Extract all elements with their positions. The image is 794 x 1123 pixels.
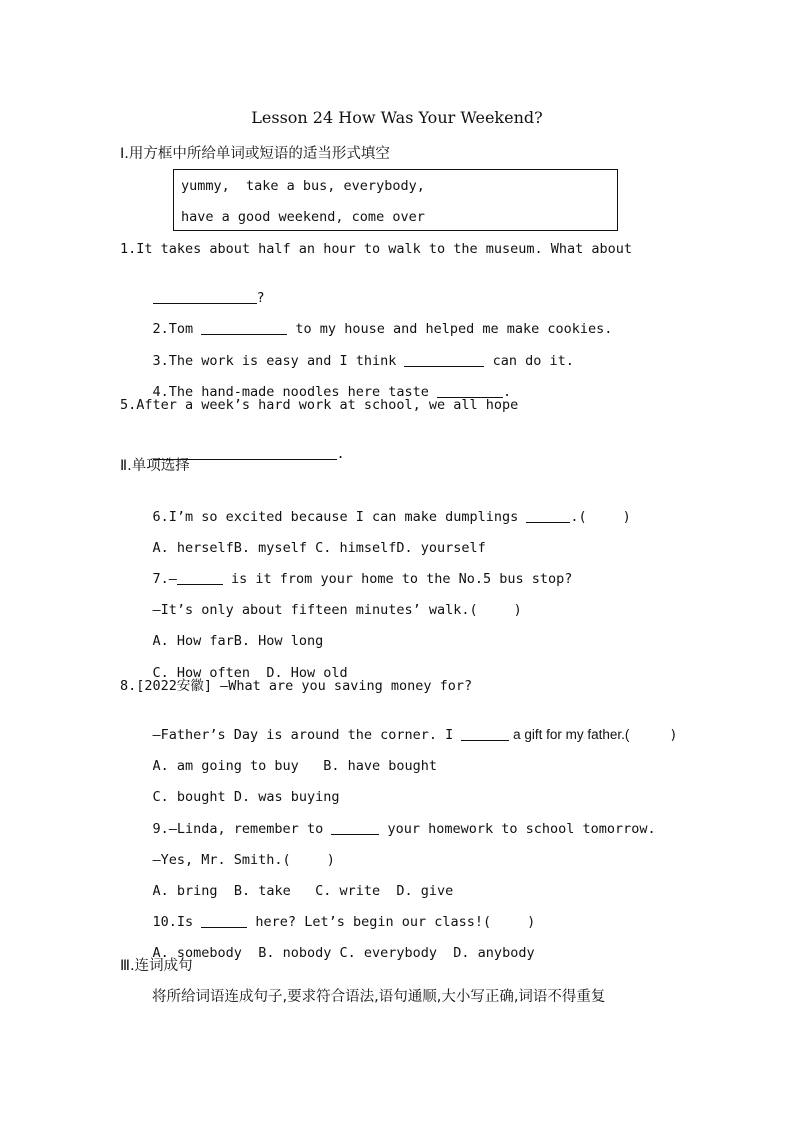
- section-2-heading: Ⅱ.单项选择: [120, 458, 190, 474]
- option-a[interactable]: A. How far: [152, 633, 234, 649]
- option-a[interactable]: A. herself: [152, 540, 234, 556]
- option-d[interactable]: D. anybody: [453, 945, 535, 961]
- option-c[interactable]: C. write: [315, 883, 381, 899]
- question-3-end: can do it.: [484, 353, 574, 369]
- question-5-text: 5.After a week’s hard work at school, we all hope: [120, 397, 519, 413]
- option-b[interactable]: B. How long: [233, 633, 324, 649]
- option-d[interactable]: D. yourself: [396, 540, 486, 556]
- answer-blank[interactable]: [201, 320, 287, 335]
- option-d[interactable]: D. give: [396, 883, 454, 899]
- option-b[interactable]: B. have bought: [323, 758, 438, 774]
- option-b[interactable]: B. nobody: [258, 945, 332, 961]
- option-a[interactable]: A. am going to buy: [152, 758, 299, 774]
- question-6-stem-start: 6.I’m so excited because I can make dumplings: [152, 509, 527, 525]
- option-d[interactable]: D. was buying: [233, 789, 340, 805]
- answer-blank[interactable]: [526, 508, 570, 523]
- question-8-reply-end: a gift for my father.(: [509, 727, 630, 742]
- question-9-paren-close: ): [326, 852, 335, 868]
- answer-blank[interactable]: [331, 820, 379, 835]
- section-3-instruction: 将所给词语连成句子,要求符合语法,语句通顺,大小写正确,词语不得重复: [152, 989, 606, 1005]
- word-bank-box: [173, 169, 618, 231]
- question-7-paren-close: ): [513, 602, 522, 618]
- question-9-reply-text: —Yes, Mr. Smith.(: [152, 852, 291, 868]
- page-title: Lesson 24 How Was Your Weekend?: [251, 108, 543, 127]
- question-4-end: .: [503, 384, 512, 400]
- question-10-stem-end: here? Let’s begin our class!(: [247, 914, 492, 930]
- question-1-text: 1.It takes about half an hour to walk to the museum. What about: [120, 241, 633, 257]
- question-10-paren-close: ): [527, 914, 536, 930]
- question-7-reply-text: —It’s only about fifteen minutes’ walk.(: [152, 602, 478, 618]
- question-1-end: ?: [256, 290, 265, 306]
- question-8-paren-close: ): [669, 727, 678, 743]
- question-8-stem: 8.[2022安徽] —What are you saving money for?: [120, 678, 473, 694]
- question-6-paren-close: ): [622, 509, 631, 525]
- section-3-heading: Ⅲ.连词成句: [120, 958, 193, 974]
- question-6-paren-open: .(: [570, 509, 587, 525]
- question-10-stem-start: 10.Is: [152, 914, 202, 930]
- option-c[interactable]: C. bought: [152, 789, 226, 805]
- question-2-start: 2.Tom: [152, 321, 202, 337]
- option-b[interactable]: B. take: [233, 883, 291, 899]
- question-7-stem-start: 7.—: [152, 571, 177, 587]
- question-5-end: .: [336, 446, 345, 462]
- option-a[interactable]: A. somebody: [152, 945, 242, 961]
- question-9-stem-start: 9.—Linda, remember to: [152, 821, 332, 837]
- question-2-end: to my house and helped me make cookies.: [287, 321, 613, 337]
- option-a[interactable]: A. bring: [152, 883, 218, 899]
- question-4-start: 4.The hand-made noodles here taste: [152, 384, 437, 400]
- question-8-reply-start: —Father’s Day is around the corner. I: [152, 727, 462, 743]
- option-c[interactable]: C. How often: [152, 665, 251, 681]
- question-9-stem-end: your homework to school tomorrow.: [379, 821, 656, 837]
- section-1-heading: Ⅰ.用方框中所给单词或短语的适当形式填空: [120, 146, 390, 162]
- option-d[interactable]: D. How old: [266, 665, 348, 681]
- question-3-start: 3.The work is easy and I think: [152, 353, 405, 369]
- option-b[interactable]: B. myself: [233, 540, 307, 556]
- word-bank-line-1: yummy, take a bus, everybody,: [181, 178, 425, 194]
- question-7-stem-end: is it from your home to the No.5 bus stop?: [222, 571, 573, 587]
- answer-blank[interactable]: [461, 726, 509, 741]
- option-c[interactable]: C. himself: [315, 540, 397, 556]
- word-bank-line-2: have a good weekend, come over: [181, 209, 425, 225]
- option-c[interactable]: C. everybody: [339, 945, 438, 961]
